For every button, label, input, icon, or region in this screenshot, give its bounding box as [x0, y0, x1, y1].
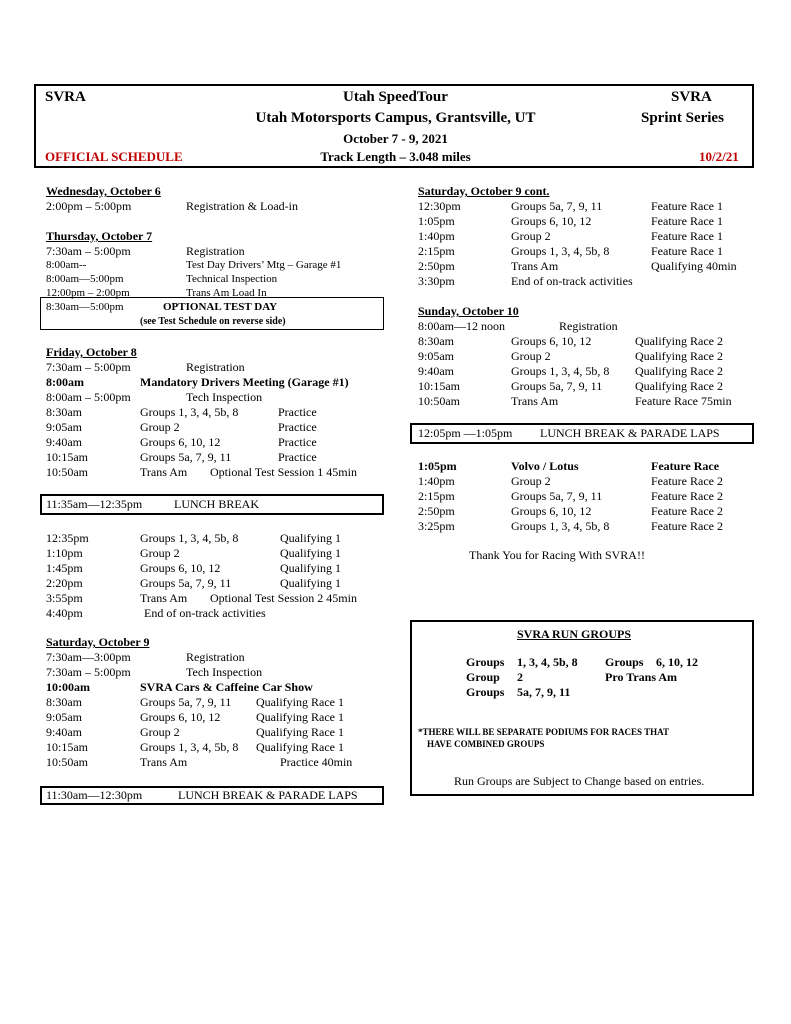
track-length: Track Length – 3.048 miles: [320, 149, 471, 164]
schedule-row: 12:00pm – 2:00pm Trans Am Load In: [46, 287, 267, 299]
schedule-row: 2:15pm Groups 5a, 7, 9, 11 Feature Race 2: [418, 489, 723, 503]
run-group-row: Groups 5a, 7, 9, 11: [466, 685, 571, 699]
schedule-row: 9:40am Group 2 Qualifying Race 1: [46, 725, 344, 739]
schedule-row: 9:40am Groups 1, 3, 4, 5b, 8 Qualifying Race 2: [418, 364, 723, 378]
schedule-row: 8:30am Groups 5a, 7, 9, 11 Qualifying Race 1: [46, 695, 344, 709]
podium-note-line1: *THERE WILL BE SEPARATE PODIUMS FOR RACES THAT: [418, 727, 669, 737]
schedule-row: 10:15am Groups 1, 3, 4, 5b, 8 Qualifying Race 1: [46, 740, 344, 754]
test-day-note: (see Test Schedule on reverse side): [140, 316, 286, 327]
schedule-row: 12:35pm Groups 1, 3, 4, 5b, 8 Qualifying 1: [46, 531, 341, 545]
schedule-row: 1:40pm Group 2 Feature Race 2: [418, 474, 723, 488]
lunch-row: 11:30am—12:30pm LUNCH BREAK & PARADE LAPS: [46, 788, 358, 802]
saturday-cont-title: Saturday, October 9 cont.: [418, 184, 550, 198]
sunday-title: Sunday, October 10: [418, 304, 519, 318]
schedule-row: 9:05am Groups 6, 10, 12 Qualifying Race 1: [46, 710, 344, 724]
schedule-row: 9:05am Group 2 Qualifying Race 2: [418, 349, 723, 363]
podium-note-line2: HAVE COMBINED GROUPS: [427, 739, 545, 749]
schedule-row: 9:40am Groups 6, 10, 12 Practice: [46, 435, 317, 449]
schedule-row: 1:40pm Group 2 Feature Race 1: [418, 229, 723, 243]
schedule-row: 9:05am Group 2 Practice: [46, 420, 317, 434]
schedule-row: 3:30pm End of on-track activities: [418, 274, 633, 288]
series-name: Sprint Series: [641, 110, 724, 126]
header-right-svra: SVRA: [671, 89, 712, 105]
schedule-row: 1:45pm Groups 6, 10, 12 Qualifying 1: [46, 561, 341, 575]
schedule-row: 12:30pm Groups 5a, 7, 9, 11 Feature Race 1: [418, 199, 723, 213]
schedule-row: 3:25pm Groups 1, 3, 4, 5b, 8 Feature Race 2: [418, 519, 723, 533]
schedule-row: 8:00am-- Test Day Drivers’ Mtg – Garage #1: [46, 259, 342, 271]
test-day-row: 8:30am—5:00pm OPTIONAL TEST DAY: [46, 301, 278, 313]
run-group-row: Groups 1, 3, 4, 5b, 8 Groups 6, 10, 12: [466, 655, 698, 669]
schedule-row: 8:00am Mandatory Drivers Meeting (Garage #1): [46, 375, 349, 389]
run-groups-footer: Run Groups are Subject to Change based on entries.: [454, 774, 705, 788]
schedule-row: 2:50pm Trans Am Qualifying 40min: [418, 259, 737, 273]
official-schedule-label: OFFICIAL SCHEDULE: [45, 149, 183, 164]
friday-title: Friday, October 8: [46, 345, 137, 359]
run-groups-box: [410, 620, 754, 796]
schedule-row: 2:00pm – 5:00pm Registration & Load-in: [46, 199, 298, 213]
schedule-row: 7:30am – 5:00pm Registration: [46, 360, 245, 374]
revision-date: 10/2/21: [699, 149, 739, 164]
feature-header-row: 1:05pm Volvo / Lotus Feature Race: [418, 459, 720, 473]
schedule-row: 10:15am Groups 5a, 7, 9, 11 Qualifying Race 2: [418, 379, 723, 393]
schedule-row: 8:00am—12 noon Registration: [418, 319, 618, 333]
schedule-row: 2:20pm Groups 5a, 7, 9, 11 Qualifying 1: [46, 576, 341, 590]
venue: Utah Motorsports Campus, Grantsville, UT: [255, 110, 536, 126]
lunch-row: 12:05pm —1:05pm LUNCH BREAK & PARADE LAPS: [418, 426, 720, 440]
thank-you-text: Thank You for Racing With SVRA!!: [469, 548, 645, 562]
event-title: Utah SpeedTour: [343, 89, 448, 105]
thursday-title: Thursday, October 7: [46, 229, 153, 243]
schedule-row: 10:00am SVRA Cars & Caffeine Car Show: [46, 680, 313, 694]
lunch-row: 11:35am—12:35pm LUNCH BREAK: [46, 497, 260, 511]
schedule-row: 3:55pm Trans Am Optional Test Session 2 45min: [46, 591, 357, 605]
run-groups-title: SVRA RUN GROUPS: [517, 627, 632, 641]
schedule-row: 2:50pm Groups 6, 10, 12 Feature Race 2: [418, 504, 723, 518]
schedule-row: 10:50am Trans Am Optional Test Session 1 45min: [46, 465, 357, 479]
schedule-row: 10:15am Groups 5a, 7, 9, 11 Practice: [46, 450, 317, 464]
schedule-row: 1:05pm Groups 6, 10, 12 Feature Race 1: [418, 214, 723, 228]
saturday-title: Saturday, October 9: [46, 635, 150, 649]
event-dates: October 7 - 9, 2021: [343, 131, 448, 146]
schedule-row: 4:40pm End of on-track activities: [46, 606, 266, 620]
schedule-row: 10:50am Trans Am Feature Race 75min: [418, 394, 732, 408]
wednesday-title: Wednesday, October 6: [46, 184, 161, 198]
schedule-row: 8:30am Groups 6, 10, 12 Qualifying Race 2: [418, 334, 723, 348]
schedule-row: 10:50am Trans Am Practice 40min: [46, 755, 353, 769]
schedule-row: 7:30am – 5:00pm Tech Inspection: [46, 665, 263, 679]
schedule-row: 8:00am – 5:00pm Tech Inspection: [46, 390, 263, 404]
schedule-row: 7:30am – 5:00pm Registration: [46, 244, 245, 258]
schedule-row: 8:30am Groups 1, 3, 4, 5b, 8 Practice: [46, 405, 317, 419]
schedule-row: 1:10pm Group 2 Qualifying 1: [46, 546, 341, 560]
run-group-row: Group 2 Pro Trans Am: [466, 670, 678, 684]
header-left-svra: SVRA: [45, 89, 86, 105]
schedule-row: 7:30am—3:00pm Registration: [46, 650, 245, 664]
schedule-row: 8:00am—5:00pm Technical Inspection: [46, 273, 278, 285]
schedule-row: 2:15pm Groups 1, 3, 4, 5b, 8 Feature Race 1: [418, 244, 723, 258]
